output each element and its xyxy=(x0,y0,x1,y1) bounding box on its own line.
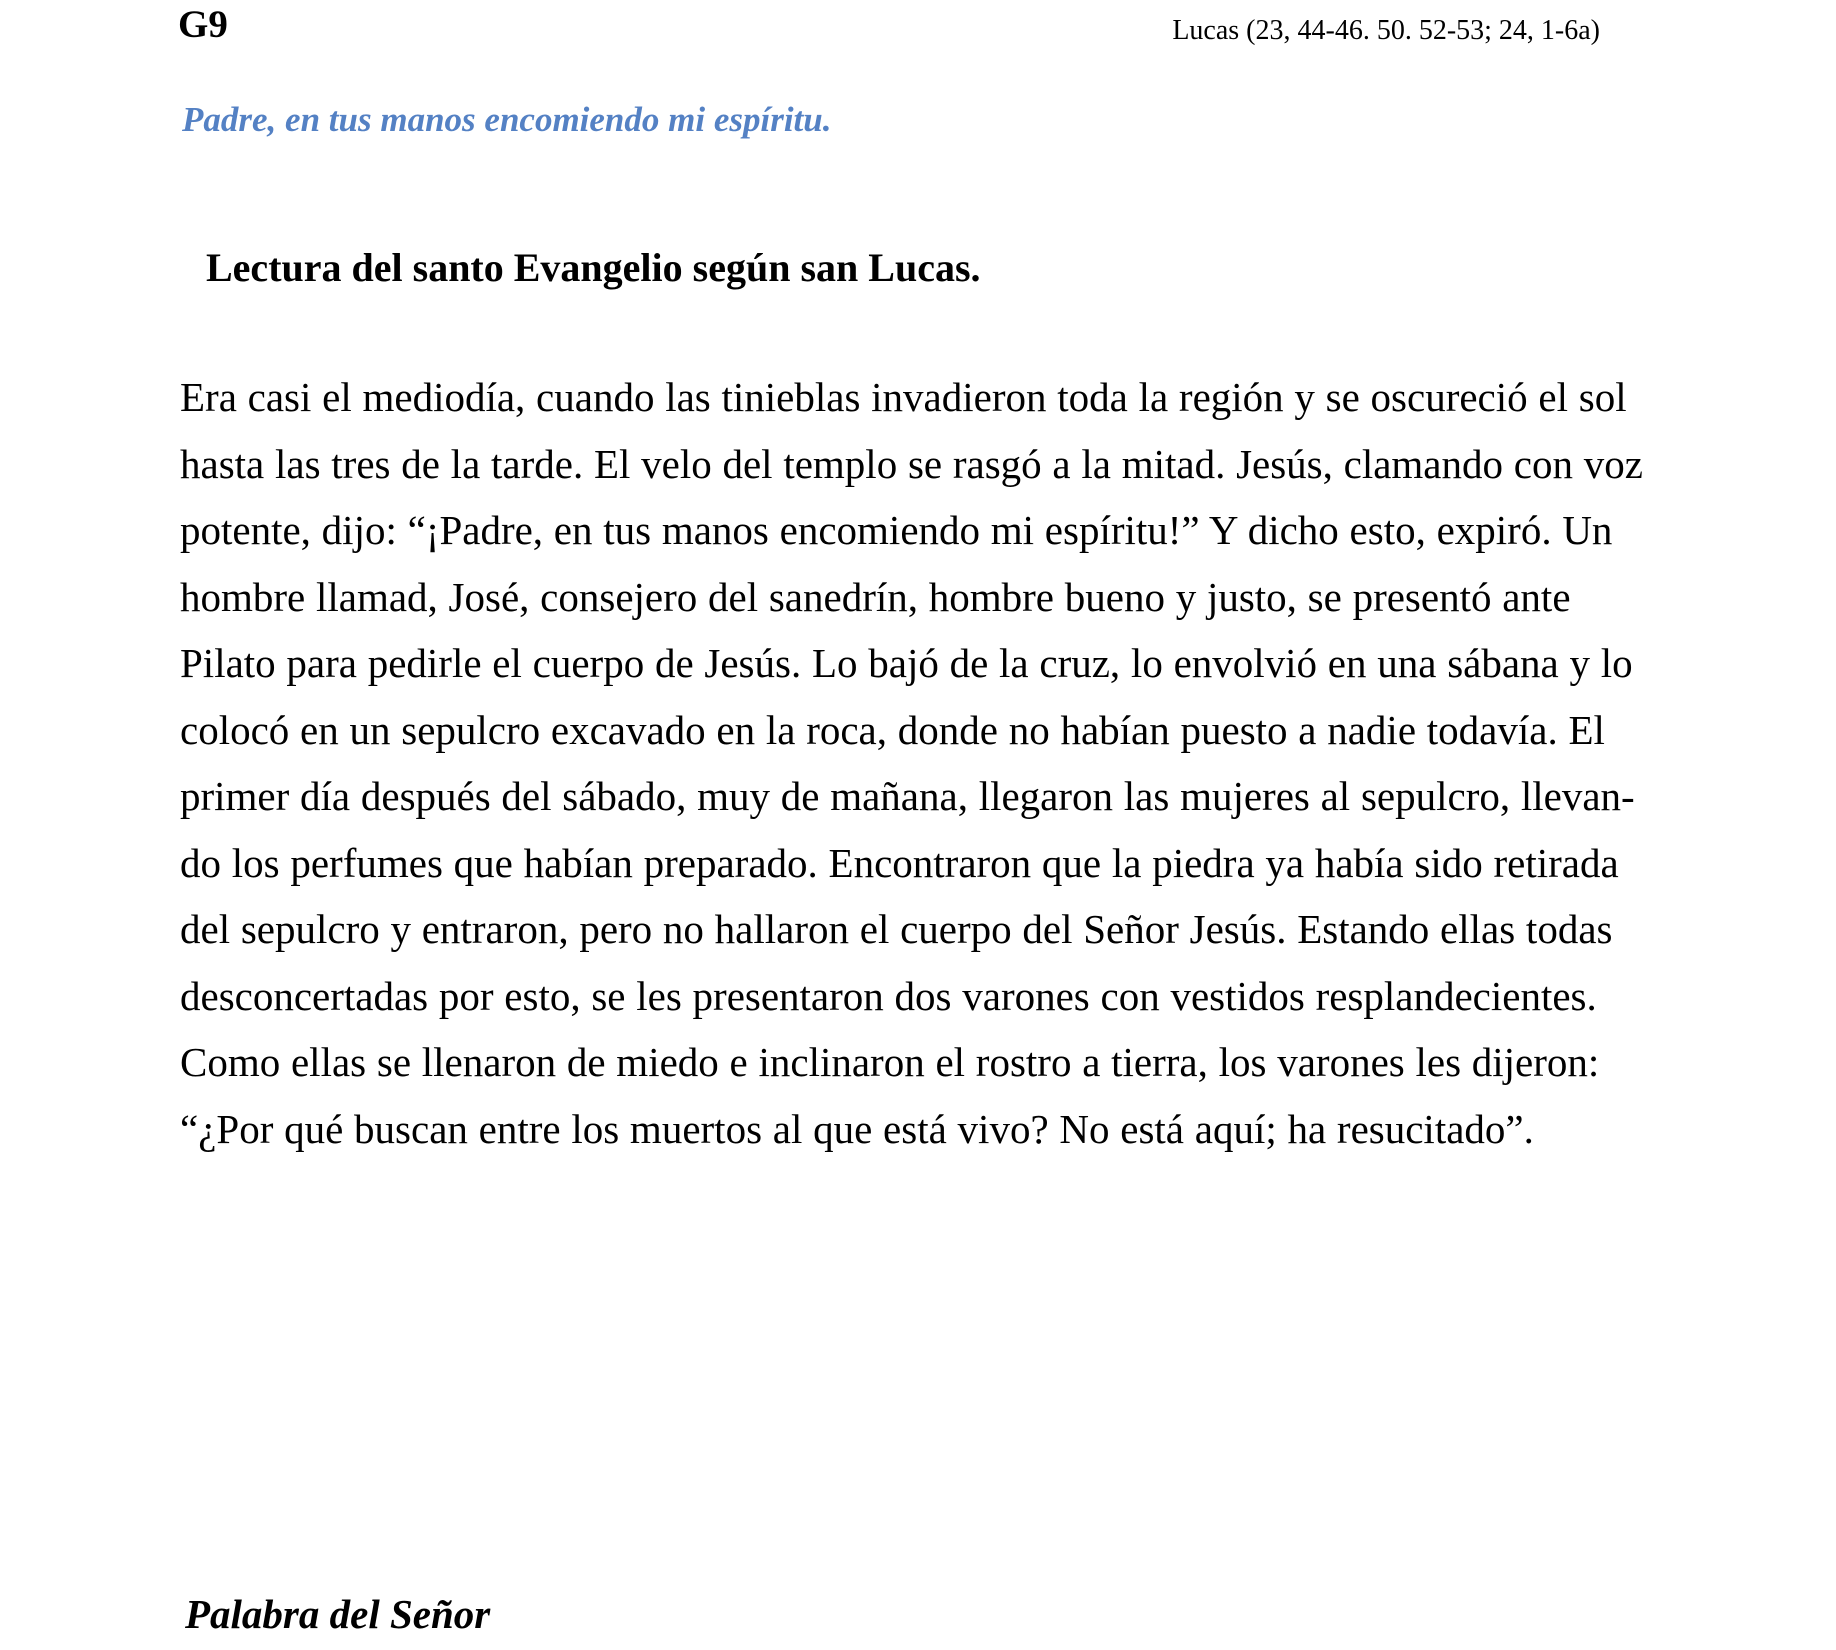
antiphon-line: Padre, en tus manos encomiendo mi espíritu. xyxy=(182,100,832,139)
gospel-paragraph: Como ellas se llenaron de miedo e inclinaron el rostro a tierra, los varones les dijeron: “¿Por qué buscan entre los muertos al que está vivo? No está aquí; ha resucitado”. xyxy=(180,1039,1611,1152)
scripture-citation: Lucas (23, 44-46. 50. 52-53; 24, 1-6a) xyxy=(1172,15,1600,46)
page-code: G9 xyxy=(178,3,228,46)
gospel-body xyxy=(180,364,1654,1162)
reading-title: Lectura del santo Evangelio según san Lucas. xyxy=(206,245,981,290)
page-header xyxy=(178,2,1600,56)
gospel-paragraph: Era casi el mediodía, cuando las tinieblas invadieron toda la región y se oscureció el sol hasta las tres de la tarde. El velo del templo se rasgó a la mitad. Jesús, clamando con voz potente, dijo: “¡Padre, en tus manos encomiendo mi espíritu!” Y dicho esto, expiró. Un hombre llamad, José, consejero del sanedrín, hombre bueno y justo, se presentó ante Pilato para pedirle el cuerpo de Jesús. Lo bajó de la cruz, lo envolvió en una sábana y lo colocó en un sepulcro excavado en la roca, donde no habían puesto a nadie todavía. El primer día después del sábado, muy de mañana, llegaron las mujeres al sepulcro, llevan- do los perfumes que habían preparado. Encontraron que la piedra ya había sido retirada del sepulcro y entraron, pero no hallaron el cuerpo del Señor Jesús. Estando ellas todas desconcertadas por esto, se les presentaron dos varones con vestidos resplandecientes. xyxy=(180,374,1654,1019)
closing-acclamation: Palabra del Señor xyxy=(185,1591,491,1637)
